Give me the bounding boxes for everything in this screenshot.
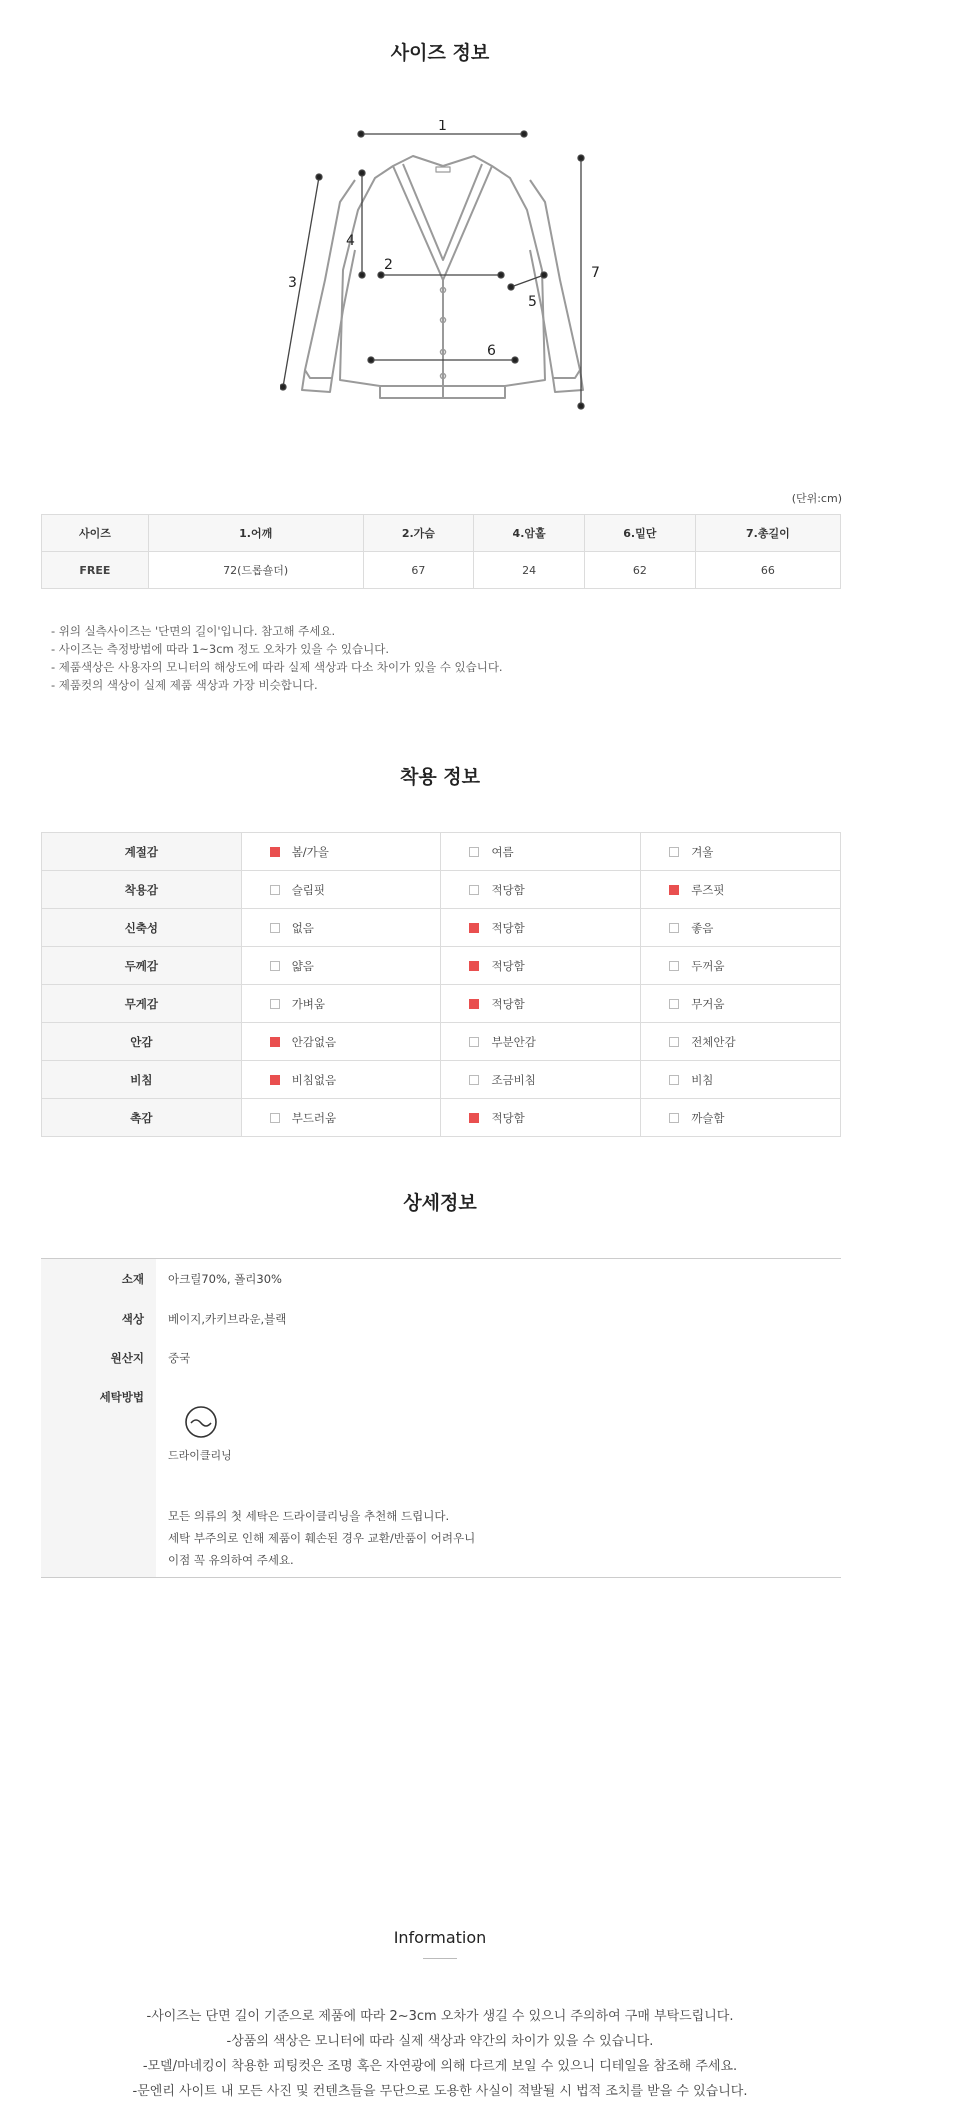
- unchecked-box-icon: [669, 1037, 679, 1047]
- measurement-lines: [280, 131, 584, 409]
- fit-option-label: 적당함: [491, 996, 525, 1011]
- fit-option-label: 무거움: [691, 996, 725, 1011]
- material-label: 소재: [121, 1272, 144, 1286]
- checked-box-icon: [469, 999, 479, 1009]
- fit-option: [641, 947, 841, 985]
- unchecked-box-icon: [469, 847, 479, 857]
- fit-row: [42, 833, 841, 871]
- size-cell: FREE: [42, 552, 149, 589]
- fit-row: [42, 1023, 841, 1061]
- fit-option-label: 가벼움: [291, 996, 326, 1011]
- fit-option: [241, 1061, 441, 1099]
- unchecked-box-icon: [270, 1113, 280, 1123]
- fit-option-label: 겨울: [691, 844, 714, 859]
- fit-option-label: 안감없음: [291, 1034, 337, 1049]
- fit-option-label: 비침없음: [291, 1072, 337, 1087]
- fit-row-label: 무게감: [42, 985, 242, 1023]
- fit-option: [241, 1023, 441, 1061]
- value-cell: 72(드롭숄더): [148, 552, 363, 589]
- unchecked-box-icon: [270, 999, 280, 1009]
- fit-option: [441, 985, 641, 1023]
- fit-option: [241, 947, 441, 985]
- label-6: 6: [487, 343, 496, 359]
- header-cell: 4.암홀: [474, 515, 585, 552]
- fit-option: [441, 909, 641, 947]
- fit-option-label: 전체안감: [691, 1034, 736, 1049]
- wash-note-line: 세탁 부주의로 인해 제품이 훼손된 경우 교환/반품이 어려우니: [168, 1531, 476, 1545]
- fit-option: [641, 985, 841, 1023]
- fit-option: [641, 909, 841, 947]
- fit-option: [241, 909, 441, 947]
- fit-option-label: 조금비침: [491, 1072, 536, 1087]
- fit-option: [641, 1023, 841, 1061]
- cardigan-measurement-diagram: [280, 120, 610, 420]
- fit-option-label: 봄/가을: [291, 844, 329, 859]
- fit-row-label: 비침: [42, 1061, 242, 1099]
- label-2: 2: [384, 257, 393, 273]
- value-cell: 66: [695, 552, 840, 589]
- cardigan-outline: [302, 156, 583, 398]
- table-row: [42, 552, 841, 589]
- value-cell: 24: [474, 552, 585, 589]
- fit-row: [42, 871, 841, 909]
- fit-row-label: 신축성: [42, 909, 242, 947]
- fit-table: [41, 832, 841, 1137]
- unchecked-box-icon: [669, 961, 679, 971]
- fit-option: [241, 985, 441, 1023]
- header-cell: 6.밑단: [584, 515, 695, 552]
- label-5: 5: [528, 294, 537, 310]
- fit-option: [641, 1061, 841, 1099]
- fit-option: [241, 1099, 441, 1137]
- fit-option-label: 까슬함: [691, 1110, 725, 1125]
- fit-option-label: 슬림핏: [291, 882, 326, 897]
- unchecked-box-icon: [669, 1113, 679, 1123]
- info-line: -모델/마네킹이 착용한 피팅컷은 조명 혹은 자연광에 의해 다르게 보일 수 있으니 디테일을 참조해 주세요.: [142, 2059, 738, 2074]
- fit-option: [241, 833, 441, 871]
- wash-method-label: 세탁방법: [99, 1390, 144, 1404]
- fit-option-label: 여름: [491, 844, 514, 859]
- material-value: 아크릴70%, 폴리30%: [168, 1272, 282, 1286]
- fit-row: [42, 1061, 841, 1099]
- dry-cleaning-icon: [184, 1405, 218, 1439]
- note-line: - 제품색상은 사용자의 모니터의 해상도에 따라 실제 색상과 다소 차이가 있을 수 있습니다.: [51, 660, 503, 674]
- checked-box-icon: [270, 847, 280, 857]
- fit-option: [441, 1099, 641, 1137]
- label-1: 1: [438, 120, 447, 134]
- fit-option-label: 비침: [691, 1072, 714, 1087]
- detail-label-column: [41, 1259, 156, 1577]
- fit-option: [241, 871, 441, 909]
- info-line: -상품의 색상은 모니터에 따라 실제 색상과 약간의 차이가 있을 수 있습니다.: [226, 2034, 654, 2049]
- unchecked-box-icon: [469, 1037, 479, 1047]
- note-line: - 위의 실측사이즈는 '단면의 길이'입니다. 참고해 주세요.: [51, 624, 336, 638]
- wash-note: [168, 1505, 475, 1571]
- title-divider: [423, 1958, 457, 1959]
- origin-label: 원산지: [110, 1351, 144, 1365]
- color-label: 색상: [121, 1312, 144, 1326]
- fit-row: [42, 985, 841, 1023]
- value-cell: 62: [584, 552, 695, 589]
- fit-option: [641, 871, 841, 909]
- color-value: 베이지,카키브라운,블랙: [168, 1312, 287, 1326]
- unchecked-box-icon: [669, 923, 679, 933]
- unchecked-box-icon: [669, 847, 679, 857]
- fit-row-label: 착용감: [42, 871, 242, 909]
- checked-box-icon: [669, 885, 679, 895]
- fit-option-label: 없음: [291, 920, 314, 935]
- fit-option-label: 루즈핏: [691, 882, 725, 897]
- fit-info-title: 착용 정보: [399, 766, 481, 788]
- unchecked-box-icon: [669, 999, 679, 1009]
- unchecked-box-icon: [270, 923, 280, 933]
- fit-option: [441, 871, 641, 909]
- fit-option-label: 부드러움: [291, 1110, 337, 1125]
- note-line: - 제품컷의 색상이 실제 제품 색상과 가장 비슷합니다.: [51, 678, 318, 692]
- label-7: 7: [591, 265, 600, 281]
- fit-option: [441, 833, 641, 871]
- checked-box-icon: [469, 923, 479, 933]
- fit-option: [441, 947, 641, 985]
- checked-box-icon: [270, 1075, 280, 1085]
- header-cell: 사이즈: [42, 515, 149, 552]
- unchecked-box-icon: [270, 961, 280, 971]
- unchecked-box-icon: [469, 1075, 479, 1085]
- wash-note-line: 모든 의류의 첫 세탁은 드라이클리닝을 추천해 드립니다.: [168, 1509, 450, 1523]
- fit-row: [42, 1099, 841, 1137]
- size-table-header: [42, 515, 841, 552]
- fit-row: [42, 947, 841, 985]
- information-title: Information: [393, 1928, 487, 1947]
- info-line: -문엔리 사이트 내 모든 사진 및 컨텐츠들을 무단으로 도용한 사실이 적발될 시 법적 조치를 받을 수 있습니다.: [132, 2084, 748, 2099]
- fit-row-label: 안감: [42, 1023, 242, 1061]
- information-text: [0, 2004, 880, 2104]
- note-line: - 사이즈는 측정방법에 따라 1~3cm 정도 오차가 있을 수 있습니다.: [51, 642, 390, 656]
- origin-value: 중국: [168, 1351, 191, 1365]
- fit-option: [641, 1099, 841, 1137]
- header-cell: 2.가슴: [363, 515, 474, 552]
- header-cell: 1.어깨: [148, 515, 363, 552]
- fit-row-label: 두께감: [42, 947, 242, 985]
- fit-option-label: 적당함: [491, 882, 525, 897]
- unchecked-box-icon: [469, 885, 479, 895]
- fit-row-label: 촉감: [42, 1099, 242, 1137]
- fit-option: [441, 1061, 641, 1099]
- fit-option-label: 부분안감: [491, 1034, 536, 1049]
- fit-option-label: 얇음: [291, 958, 314, 973]
- fit-row: [42, 909, 841, 947]
- unchecked-box-icon: [270, 885, 280, 895]
- value-cell: 67: [363, 552, 474, 589]
- detail-table: [41, 1258, 841, 1578]
- size-notes: [51, 622, 503, 694]
- label-3: 3: [288, 275, 297, 291]
- fit-row-label: 계절감: [42, 833, 242, 871]
- fit-option-label: 적당함: [491, 920, 525, 935]
- fit-option: [441, 1023, 641, 1061]
- checked-box-icon: [469, 1113, 479, 1123]
- size-info-title: 사이즈 정보: [390, 42, 490, 64]
- info-line: -사이즈는 단면 길이 기준으로 제품에 따라 2~3cm 오차가 생길 수 있으니 주의하여 구매 부탁드립니다.: [146, 2009, 734, 2024]
- unit-label: (단위:cm): [791, 492, 842, 505]
- fit-option-label: 두꺼움: [691, 958, 725, 973]
- wash-note-line: 이점 꼭 유의하여 주세요.: [168, 1553, 294, 1567]
- fit-option: [641, 833, 841, 871]
- checked-box-icon: [270, 1037, 280, 1047]
- dry-cleaning-label: 드라이클리닝: [168, 1449, 232, 1462]
- fit-option-label: 적당함: [491, 1110, 525, 1125]
- checked-box-icon: [469, 961, 479, 971]
- unchecked-box-icon: [669, 1075, 679, 1085]
- fit-option-label: 적당함: [491, 958, 525, 973]
- detail-info-title: 상세정보: [403, 1192, 477, 1214]
- size-table: [41, 514, 841, 589]
- label-4: 4: [346, 233, 355, 249]
- header-cell: 7.총길이: [695, 515, 840, 552]
- fit-option-label: 좋음: [691, 920, 714, 935]
